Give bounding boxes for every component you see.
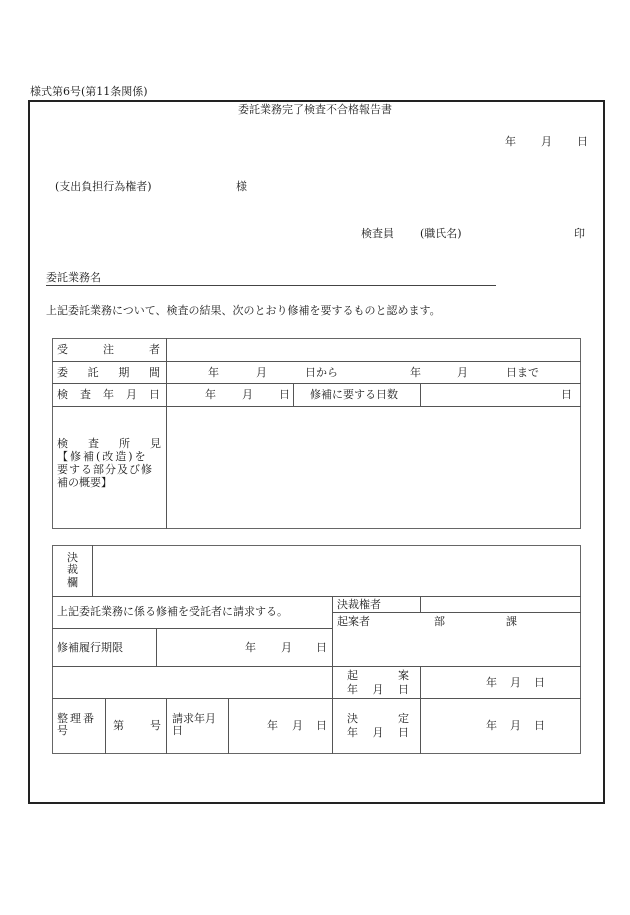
report-date-day: 日 [577,135,588,148]
cell-text: 年 [486,719,497,732]
findings-label [57,438,161,488]
cell-text: 年 [267,719,278,732]
cell-text: 月 [372,726,384,739]
table-rule [420,666,421,754]
cell-text: 受 [57,343,68,356]
cell-text: 課 [506,615,517,628]
cell-text: 所 [119,437,130,450]
cell-text: 要する部分及び修 [57,463,153,476]
cell-text: 日 [316,641,327,654]
cell-text: 起案者 [337,615,370,628]
form-number: 様式第6号(第11条関係) [30,85,148,98]
cell-text: 定 [398,712,409,725]
seal-mark: 印 [574,227,585,240]
contractor-label [57,344,160,355]
cell-text: 年 [410,366,421,379]
cell-text: 年 [205,388,216,401]
cell-text: 査 [80,388,91,401]
findings-field[interactable] [167,407,580,528]
approver-field[interactable] [421,597,580,612]
cell-text: 者 [149,343,160,356]
cell-text: 月 [510,719,521,732]
cell-text: 月 [126,388,137,401]
cell-text: 日 [316,719,327,732]
cell-text: 月 [281,641,292,654]
cell-text: 第 [113,719,124,732]
approval-stamp-area[interactable] [93,546,580,596]
inspection-date-label [57,389,160,400]
cell-text: 月 [510,676,521,689]
cell-text: 期 [118,366,130,379]
cell-text: 【修補(改造)を [57,450,148,463]
cell-text: 日まで [506,366,539,379]
cell-text: 決 [67,551,78,564]
contract-name-field[interactable] [46,285,496,286]
cell-text: 欄 [67,575,78,589]
report-date-year: 年 [505,135,516,148]
cell-text: 査 [88,437,99,450]
cell-text: 部 [434,615,445,628]
cell-text: 年 [245,641,256,654]
cell-text: 月 [256,366,267,379]
cell-text: 日 [534,676,545,689]
decision-date-label [347,713,409,738]
cell-text: 日 [398,726,409,739]
cell-text: 委 [57,366,68,379]
cell-text: 補の概要】 [57,476,112,489]
cell-text: 年 [347,683,358,696]
cell-text: 間 [148,366,160,379]
request-statement: 上記委託業務に係る修補を受託者に請求する。 [57,605,288,618]
statement-text: 上記委託業務について、検査の結果、次のとおり修補を要するものと認めます。 [46,304,441,317]
approval-column-label [67,552,79,589]
reference-number-label: 整理番号 [57,712,96,738]
cell-text: 日 [398,683,409,696]
approver-label: 決裁権者 [337,598,381,611]
cell-text: 案 [398,669,409,682]
cell-text: 見 [150,437,161,450]
cell-text: 検 [57,437,68,450]
inspector-label: 検査員 [361,227,394,240]
cell-text: 検 [57,388,68,401]
cell-text: 裁 [67,563,78,577]
repair-days-field[interactable] [421,384,580,406]
drafter-field[interactable] [333,613,580,666]
cell-text: 起 [347,669,358,682]
cell-text: 月 [372,683,384,696]
cell-text: 年 [486,676,497,689]
table-rule [166,698,167,754]
report-date-month: 月 [541,135,552,148]
cell-text: 託 [87,366,99,379]
table-rule [156,628,157,666]
table-rule [228,698,229,754]
inspector-name-label: (職氏名) [420,227,462,240]
repair-deadline-label: 修補履行期限 [57,641,123,654]
table-rule [52,628,332,629]
contractor-field[interactable] [167,339,580,361]
cell-text: 号 [150,719,161,732]
cell-text: 日 [279,388,290,401]
addressee-label: (支出負担行為権者) [55,180,152,193]
document-title: 委託業務完了検査不合格報告書 [238,103,392,116]
cell-text: 年 [347,726,358,739]
addressee-honorific: 様 [236,180,247,193]
cell-text: 年 [103,388,114,401]
cell-text: 月 [242,388,253,401]
cell-text: 月 [292,719,303,732]
draft-date-label [347,670,409,695]
cell-text: 日 [149,388,160,401]
cell-text: 注 [103,343,114,356]
cell-text: 月 [457,366,468,379]
cell-text: 日 [534,719,545,732]
repair-days-label: 修補に要する日数 [310,388,398,401]
table-rule [52,698,581,699]
contract-name-label: 委託業務名 [46,271,101,284]
table-rule [105,698,106,754]
cell-text: 日から [305,366,338,379]
cell-text: 決 [347,712,358,725]
cell-text: 日 [561,388,572,401]
table-rule [293,383,294,406]
cell-text: 年 [208,366,219,379]
table-rule [52,361,581,362]
blank-cell [53,667,332,698]
request-date-label: 請求年月日 [172,712,216,738]
period-label [57,367,160,378]
